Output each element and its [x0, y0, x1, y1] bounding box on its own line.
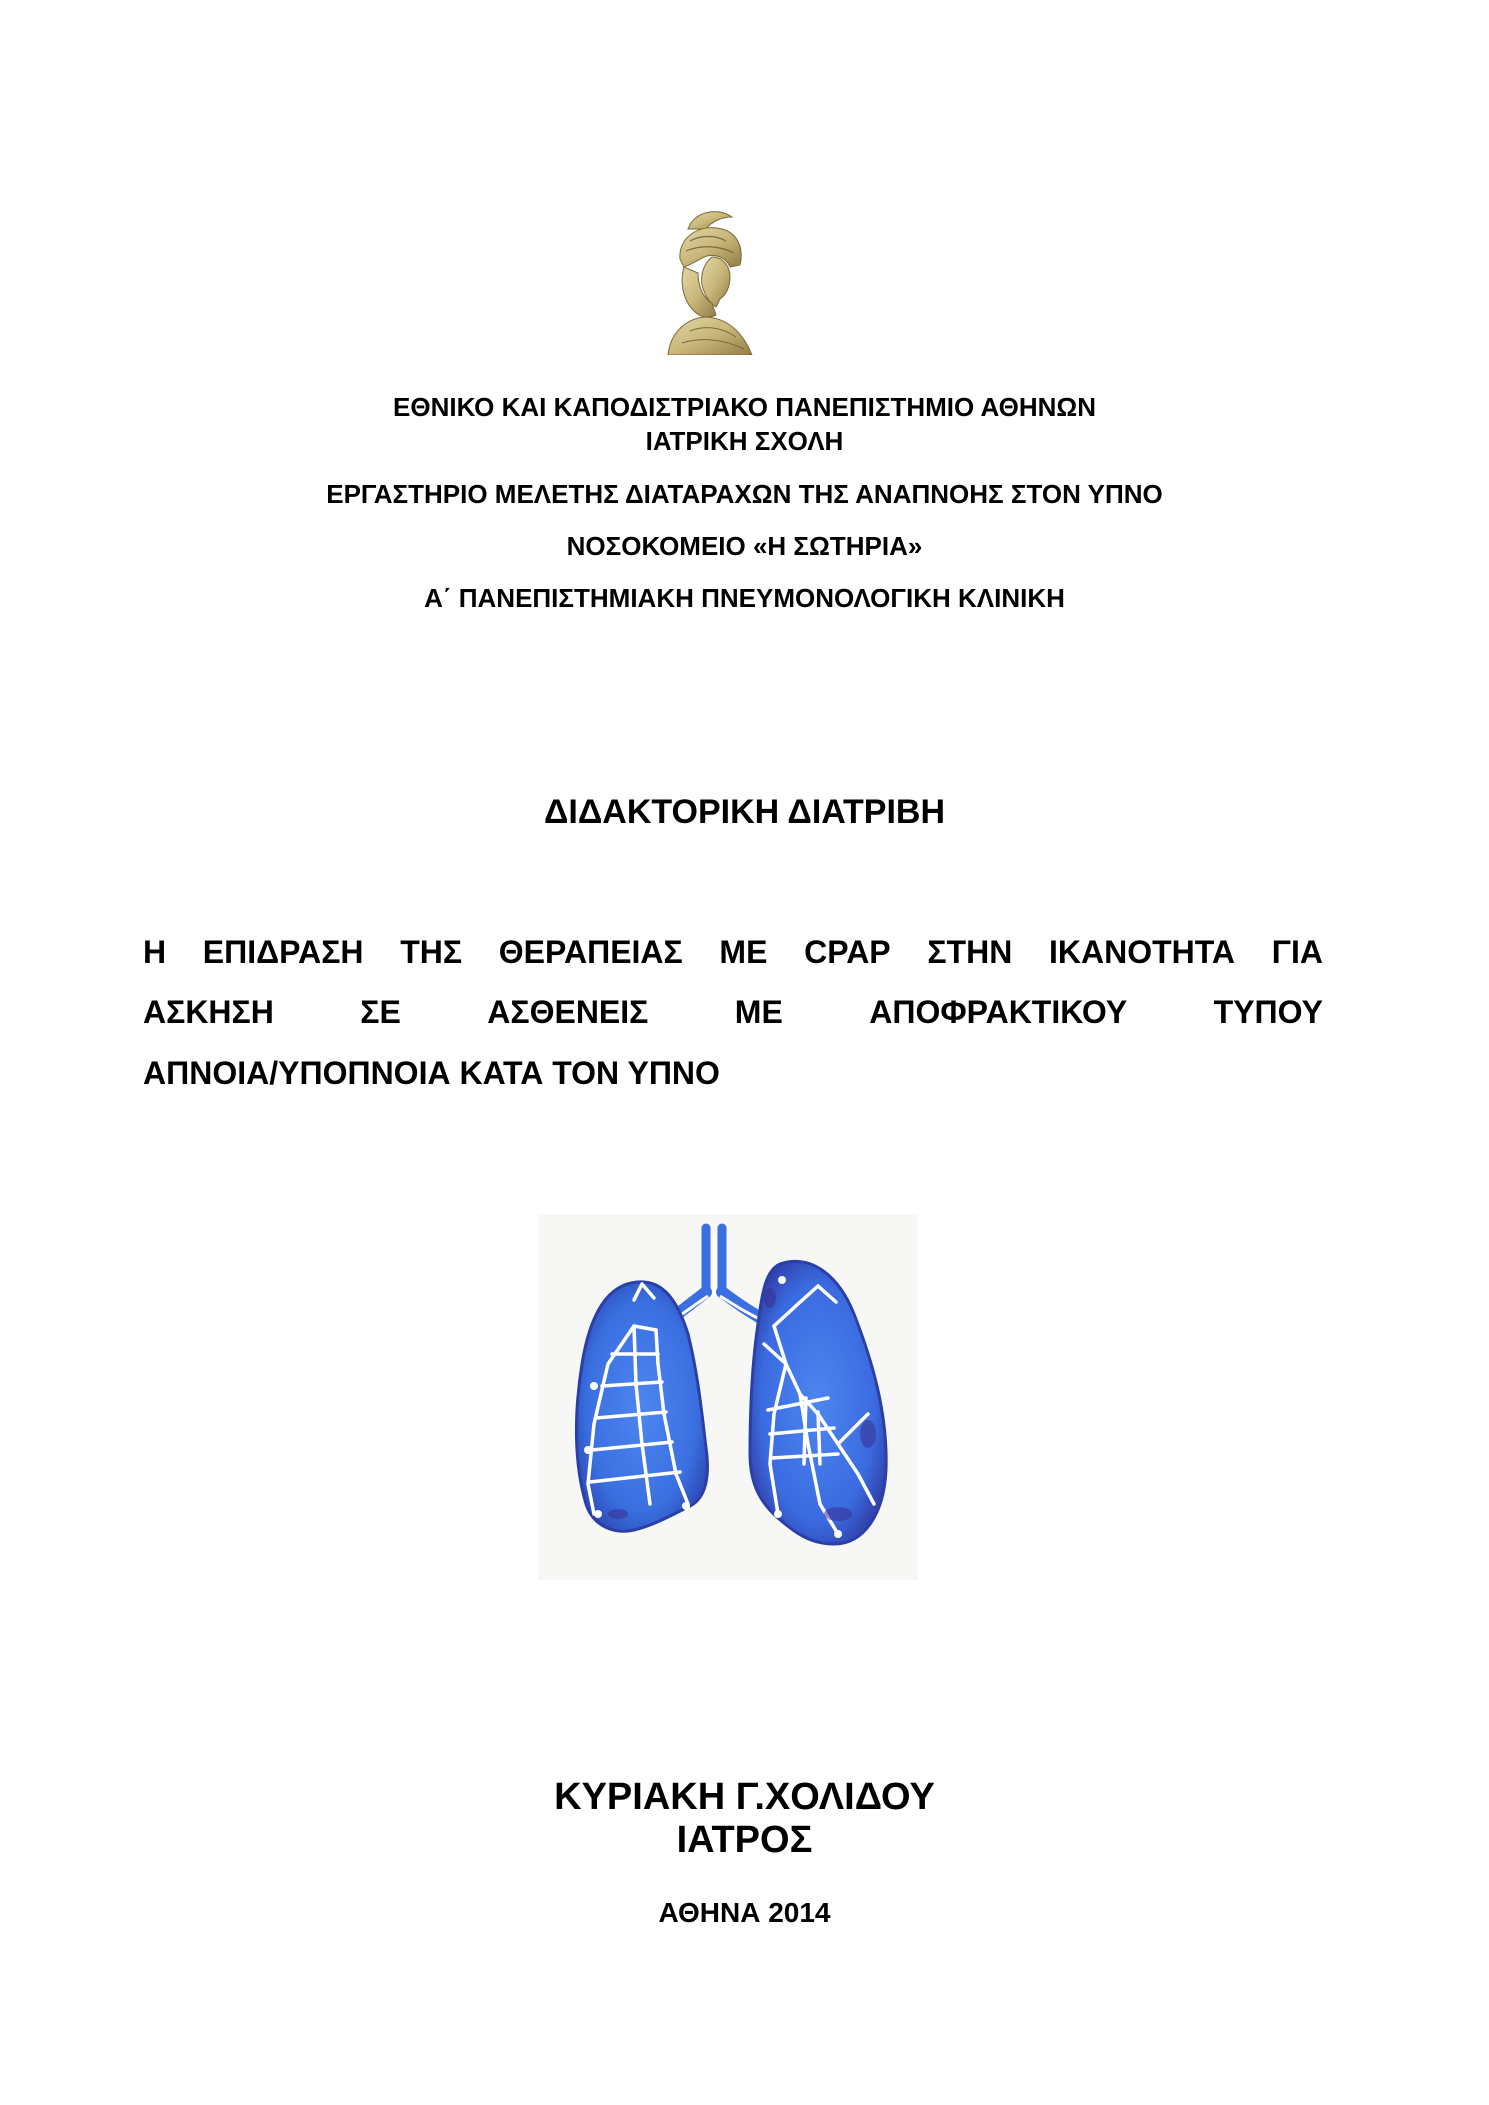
title-word: ΤΗΣ	[400, 934, 463, 970]
lungs-illustration-icon	[538, 1214, 918, 1580]
title-word: ΣΕ	[360, 994, 401, 1030]
title-word: ΜΕ	[734, 994, 783, 1030]
title-word: ΑΣΘΕΝΕΙΣ	[487, 994, 649, 1030]
thesis-title-line-1	[143, 932, 1323, 972]
author-role: ΙΑΤΡΟΣ	[676, 1819, 813, 1861]
title-word: CPAP	[804, 934, 891, 970]
thesis-title-line-3: ΑΠΝΟΙΑ/ΥΠΟΠΝΟΙΑ ΚΑΤΑ ΤΟΝ ΥΠΝΟ	[143, 1055, 720, 1091]
title-word: ΑΣΚΗΣΗ	[143, 994, 274, 1030]
author-name: ΚΥΡΙΑΚΗ Γ.ΧΟΛΙΔΟΥ	[554, 1776, 935, 1818]
place-date: ΑΘΗΝΑ 2014	[658, 1897, 831, 1928]
title-word: ΙΚΑΝΟΤΗΤΑ	[1048, 934, 1236, 970]
title-word: ΤΥΠΟΥ	[1213, 994, 1323, 1030]
lab-name: ΕΡΓΑΣΤΗΡΙΟ ΜΕΛΕΤΗΣ ΔΙΑΤΑΡΑΧΩΝ ΤΗΣ ΑΝΑΠΝΟΗΣ ΣΤΟΝ ΥΠΝΟ	[326, 479, 1163, 509]
athena-head-icon	[660, 207, 760, 355]
hospital-name: ΝΟΣΟΚΟΜΕΙΟ «Η ΣΩΤΗΡΙΑ»	[566, 531, 923, 561]
title-word: Η	[143, 934, 167, 970]
title-word: ΣΤΗΝ	[927, 934, 1013, 970]
title-word: ΓΙΑ	[1271, 934, 1323, 970]
school-name: ΙΑΤΡΙΚΗ ΣΧΟΛΗ	[645, 426, 844, 456]
title-word: ΑΠΟΦΡΑΚΤΙΚΟΥ	[869, 994, 1128, 1030]
document-type: ΔΙΔΑΚΤΟΡΙΚΗ ΔΙΑΤΡΙΒΗ	[543, 793, 946, 831]
clinic-name: Α΄ ΠΑΝΕΠΙΣΤΗΜΙΑΚΗ ΠΝΕΥΜΟΝΟΛΟΓΙΚΗ ΚΛΙΝΙΚΗ	[424, 583, 1065, 613]
title-word: ΜΕ	[719, 934, 768, 970]
title-word: ΘΕΡΑΠΕΙΑΣ	[498, 934, 683, 970]
thesis-title-line-2	[143, 992, 1323, 1032]
title-word: ΕΠΙΔΡΑΣΗ	[202, 934, 364, 970]
university-name: ΕΘΝΙΚΟ ΚΑΙ ΚΑΠΟΔΙΣΤΡΙΑΚΟ ΠΑΝΕΠΙΣΤΗΜΙΟ ΑΘΗΝΩΝ	[393, 392, 1096, 422]
